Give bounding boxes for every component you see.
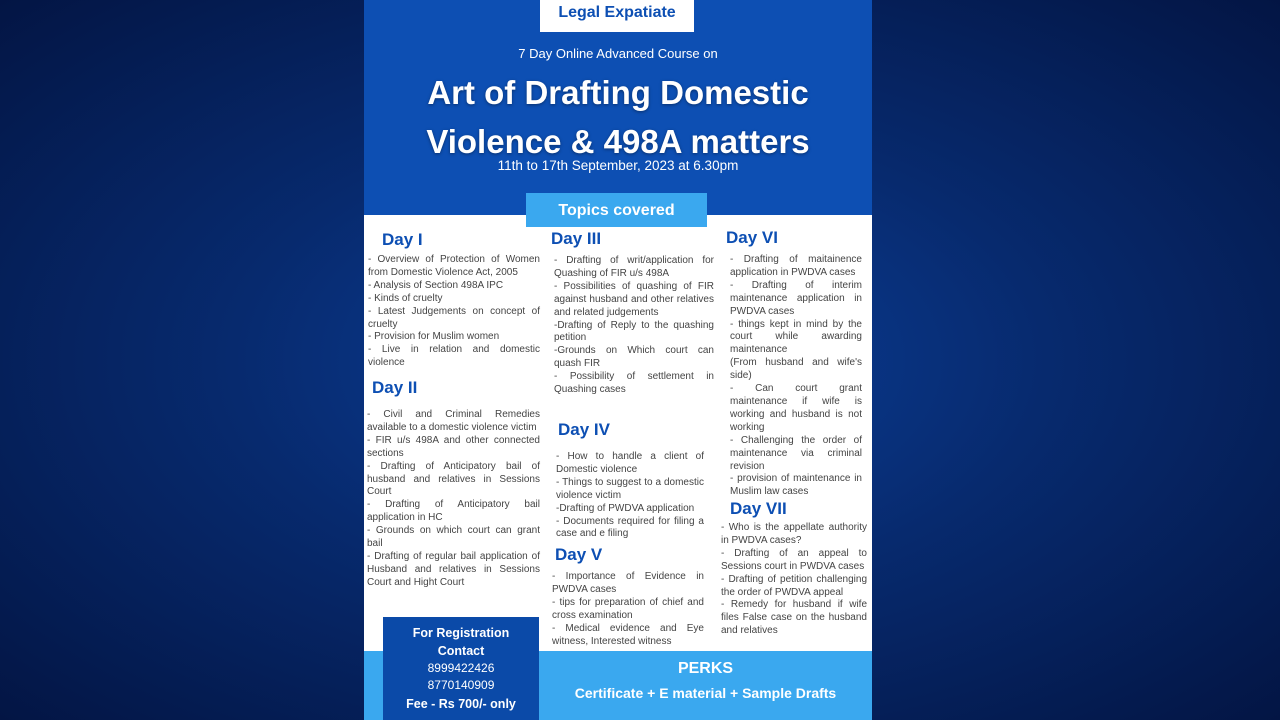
topic-item: - Drafting of Anticipatory bail application in HC <box>367 499 540 524</box>
registration-heading-line-2: Contact <box>437 644 485 658</box>
day-items <box>552 571 704 648</box>
title-line-2: Violence & 498A matters <box>426 123 810 160</box>
topic-item: - How to handle a client of Domestic violence <box>556 451 704 475</box>
day-heading: Day V <box>555 545 603 564</box>
topic-item: - Things to suggest to a domestic violence victim <box>556 476 704 501</box>
course-title <box>364 68 872 166</box>
topic-item: - Remedy for husband if wife files False case on the husband and relatives <box>721 599 867 637</box>
topic-item: - Can court grant maintenance if wife is working and husband is not working <box>730 383 862 433</box>
day-heading: Day VII <box>730 499 787 518</box>
fee-text: Fee - Rs 700/- only <box>406 697 516 711</box>
topic-item: - Drafting of maitainence application in PWDVA cases <box>730 254 862 278</box>
topic-item: - Analysis of Section 498A IPC <box>368 279 504 291</box>
topic-item: - Drafting of Anticipatory bail of husband and relatives in Sessions Court <box>367 460 540 498</box>
registration-heading-line-1: For Registration <box>412 626 510 640</box>
topic-item: - Possibility of settlement in Quashing cases <box>554 371 714 396</box>
phone-number: 8770140909 <box>427 678 495 692</box>
topic-item: - Documents required for filing a case and e filing <box>556 515 704 540</box>
day-heading: Day I <box>382 230 423 249</box>
day-heading: Day IV <box>558 420 610 439</box>
header-banner <box>364 0 872 215</box>
topic-item: - Drafting of writ/application for Quashing of FIR u/s 498A <box>554 255 714 279</box>
topic-item: - Possibilities of quashing of FIR against husband and other relatives and related judgements <box>554 280 714 318</box>
topic-item: - Importance of Evidence in PWDVA cases <box>552 571 704 595</box>
day-items <box>368 254 540 370</box>
topic-item: - Live in relation and domestic violence <box>368 344 540 369</box>
registration-heading <box>383 617 539 660</box>
topic-item: - Provision for Muslim women <box>368 331 500 343</box>
topic-item: - Drafting of an appeal to Sessions court in PWDVA cases <box>721 547 867 572</box>
topic-item: - provision of maintenance in Muslim law cases <box>730 473 862 498</box>
day-items <box>554 255 714 397</box>
phone-number: 8999422426 <box>427 661 495 675</box>
perks-title: PERKS <box>677 660 734 677</box>
subtitle: 7 Day Online Advanced Course on <box>518 46 718 61</box>
topic-item: - Who is the appellate authority in PWDVA cases? <box>721 522 867 546</box>
topic-item: - Latest Judgements on concept of cruelty <box>368 305 540 330</box>
topic-item: - Challenging the order of maintenance via criminal revision <box>730 434 862 472</box>
perks-text: Certificate + E material + Sample Drafts <box>574 685 837 701</box>
topic-item: - tips for preparation of chief and cross examination <box>552 596 704 621</box>
topic-item: - Medical evidence and Eye witness, Interested witness <box>552 622 704 647</box>
day-items <box>730 254 862 499</box>
day-items <box>367 409 540 590</box>
day-items <box>556 451 704 541</box>
topics-covered-label: Topics covered <box>526 193 707 227</box>
day-heading: Day II <box>372 378 418 397</box>
topic-item: - Grounds on which court can grant bail <box>367 525 540 550</box>
day-heading: Day VI <box>726 228 778 247</box>
topic-item: -Drafting of Reply to the quashing petition <box>554 319 714 344</box>
topic-item: - FIR u/s 498A and other connected sections <box>367 434 540 459</box>
topic-item: - things kept in mind by the court while awarding maintenance <box>730 318 862 356</box>
topic-item: - Kinds of cruelty <box>368 292 443 304</box>
topic-item: - Drafting of interim maintenance application in PWDVA cases <box>730 279 862 317</box>
day-heading: Day III <box>551 229 602 248</box>
course-date: 11th to 17th September, 2023 at 6.30pm <box>497 158 739 173</box>
day-items <box>721 522 867 638</box>
registration-box <box>383 617 539 720</box>
brand-logo: Legal Expatiate <box>540 0 694 32</box>
topic-item: - Overview of Protection of Women from Domestic Violence Act, 2005 <box>368 254 540 278</box>
topic-item: - Drafting of petition challenging the order of PWDVA appeal <box>721 573 867 598</box>
topic-item: (From husband and wife's side) <box>730 357 862 382</box>
title-line-1: Art of Drafting Domestic <box>427 74 809 111</box>
topic-item: - Civil and Criminal Remedies available to a domestic violence victim <box>367 409 540 433</box>
topic-item: - Drafting of regular bail application of Husband and relatives in Sessions Court and Hight Court <box>367 550 540 588</box>
topic-item: -Grounds on Which court can quash FIR <box>554 345 714 370</box>
course-poster <box>364 0 872 720</box>
topic-item: -Drafting of PWDVA application <box>556 502 695 514</box>
